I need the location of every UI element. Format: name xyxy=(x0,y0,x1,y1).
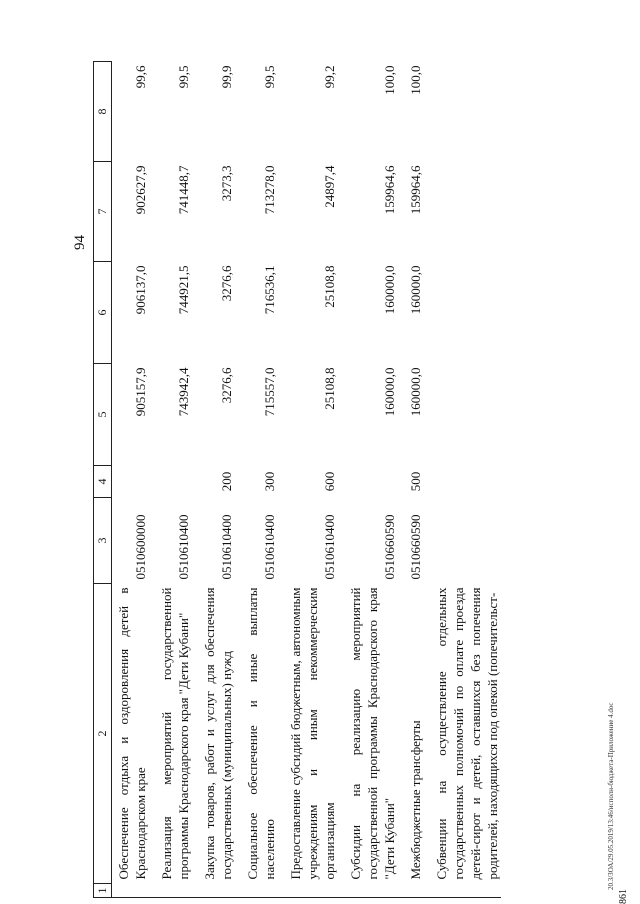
column-header: 2 xyxy=(94,584,112,884)
column-header: 7 xyxy=(94,162,112,262)
document-file-path: 20.3/ЗОА/29.05.2019/13:46/исполн-бюджета-Приложение 4.doc xyxy=(607,702,615,890)
table-row xyxy=(430,62,501,898)
row-name: Социальное обеспечение и иные выплаты населению xyxy=(245,587,277,880)
value-col6: 744921,5 xyxy=(176,265,191,315)
table-row xyxy=(284,62,344,898)
expense-type xyxy=(344,466,404,498)
value-col6: 716536,1 xyxy=(262,265,277,315)
row-name: Предоставление субсидий бюджетным, автономным учреждениям и иным некоммерческим организациям xyxy=(288,587,337,880)
value-col7: 159964,6 xyxy=(382,165,397,215)
value-col7: 902627,9 xyxy=(133,165,148,215)
row-name: Реализация мероприятий государственной программы Краснодарского края "Дети Кубани" xyxy=(159,587,191,880)
row-name: Межбюджетные трансферты xyxy=(408,720,423,880)
column-header: 8 xyxy=(94,62,112,162)
value-col6: 160000,0 xyxy=(382,265,397,315)
row-name: Субсидии на реализацию мероприятий государственной программы Краснодарского края "Дети Кубани" xyxy=(348,587,397,880)
column-header: 3 xyxy=(94,498,112,584)
row-name: Закупка товаров, работ и услуг для обеспечения государственных (муниципальных) нужд xyxy=(202,587,234,880)
side-page-mark: 861 xyxy=(618,889,629,904)
value-col6: 25108,8 xyxy=(322,265,337,308)
value-col5: 25108,8 xyxy=(322,367,337,410)
expense-type xyxy=(430,466,501,498)
value-col5: 160000,0 xyxy=(382,367,397,417)
rotated-table-container xyxy=(93,62,593,898)
target-code xyxy=(430,498,501,584)
value-col7: 24897,4 xyxy=(322,165,337,208)
value-col5: 3276,6 xyxy=(219,367,234,404)
value-col5: 160000,0 xyxy=(408,367,423,417)
target-code: 0510600000 xyxy=(133,514,148,580)
column-header: 6 xyxy=(94,262,112,364)
row-number-cell xyxy=(198,884,241,898)
table-row xyxy=(155,62,198,898)
row-number-cell xyxy=(430,884,501,898)
target-code: 0510660590 xyxy=(408,514,423,580)
table-row xyxy=(198,62,241,898)
column-header: 1 xyxy=(94,884,112,898)
value-col7: 159964,6 xyxy=(408,165,423,215)
page-number: 94 xyxy=(72,235,88,250)
row-number-cell xyxy=(404,884,430,898)
expense-type: 300 xyxy=(262,471,277,492)
column-header: 5 xyxy=(94,364,112,466)
table-row xyxy=(112,62,156,898)
row-number-cell xyxy=(112,884,156,898)
value-col6: 906137,0 xyxy=(133,265,148,315)
value-col5 xyxy=(430,364,501,466)
value-col5: 715557,0 xyxy=(262,367,277,417)
value-col6: 160000,0 xyxy=(408,265,423,315)
header-row xyxy=(94,62,112,898)
expense-type: 600 xyxy=(322,471,337,492)
column-header: 4 xyxy=(94,466,112,498)
value-col8 xyxy=(430,62,501,162)
value-col8: 99,5 xyxy=(262,65,277,89)
value-col7: 741448,7 xyxy=(176,165,191,215)
value-col8: 100,0 xyxy=(408,65,423,95)
expense-type xyxy=(112,466,156,498)
value-col6: 3276,6 xyxy=(219,265,234,302)
target-code: 0510660590 xyxy=(382,514,397,580)
row-number-cell xyxy=(155,884,198,898)
table-row xyxy=(344,62,404,898)
value-col8: 99,2 xyxy=(322,65,337,89)
row-name: Субвенции на осуществление отдельных государственных полномочий по оплате проезда детей-сирот и детей, оставшихся без попечения родителей, находящихся под опекой (попечительст- xyxy=(434,587,500,880)
target-code: 0510610400 xyxy=(176,514,191,580)
expense-type: 500 xyxy=(408,471,423,492)
target-code: 0510610400 xyxy=(322,514,337,580)
value-col8: 99,9 xyxy=(219,65,234,89)
value-col7: 713278,0 xyxy=(262,165,277,215)
table-row xyxy=(241,62,284,898)
row-number-cell xyxy=(284,884,344,898)
value-col7 xyxy=(430,162,501,262)
row-name: Обеспечение отдыха и оздоровления детей в Краснодарском крае xyxy=(116,587,148,880)
value-col8: 99,5 xyxy=(176,65,191,89)
target-code: 0510610400 xyxy=(219,514,234,580)
value-col8: 99,6 xyxy=(133,65,148,89)
table-row xyxy=(404,62,430,898)
target-code: 0510610400 xyxy=(262,514,277,580)
value-col5: 743942,4 xyxy=(176,367,191,417)
value-col8: 100,0 xyxy=(382,65,397,95)
value-col6 xyxy=(430,262,501,364)
row-number-cell xyxy=(344,884,404,898)
row-number-cell xyxy=(241,884,284,898)
value-col5: 905157,9 xyxy=(133,367,148,417)
budget-table xyxy=(93,61,501,898)
expense-type xyxy=(155,466,198,498)
expense-type: 200 xyxy=(219,471,234,492)
value-col7: 3273,3 xyxy=(219,165,234,202)
